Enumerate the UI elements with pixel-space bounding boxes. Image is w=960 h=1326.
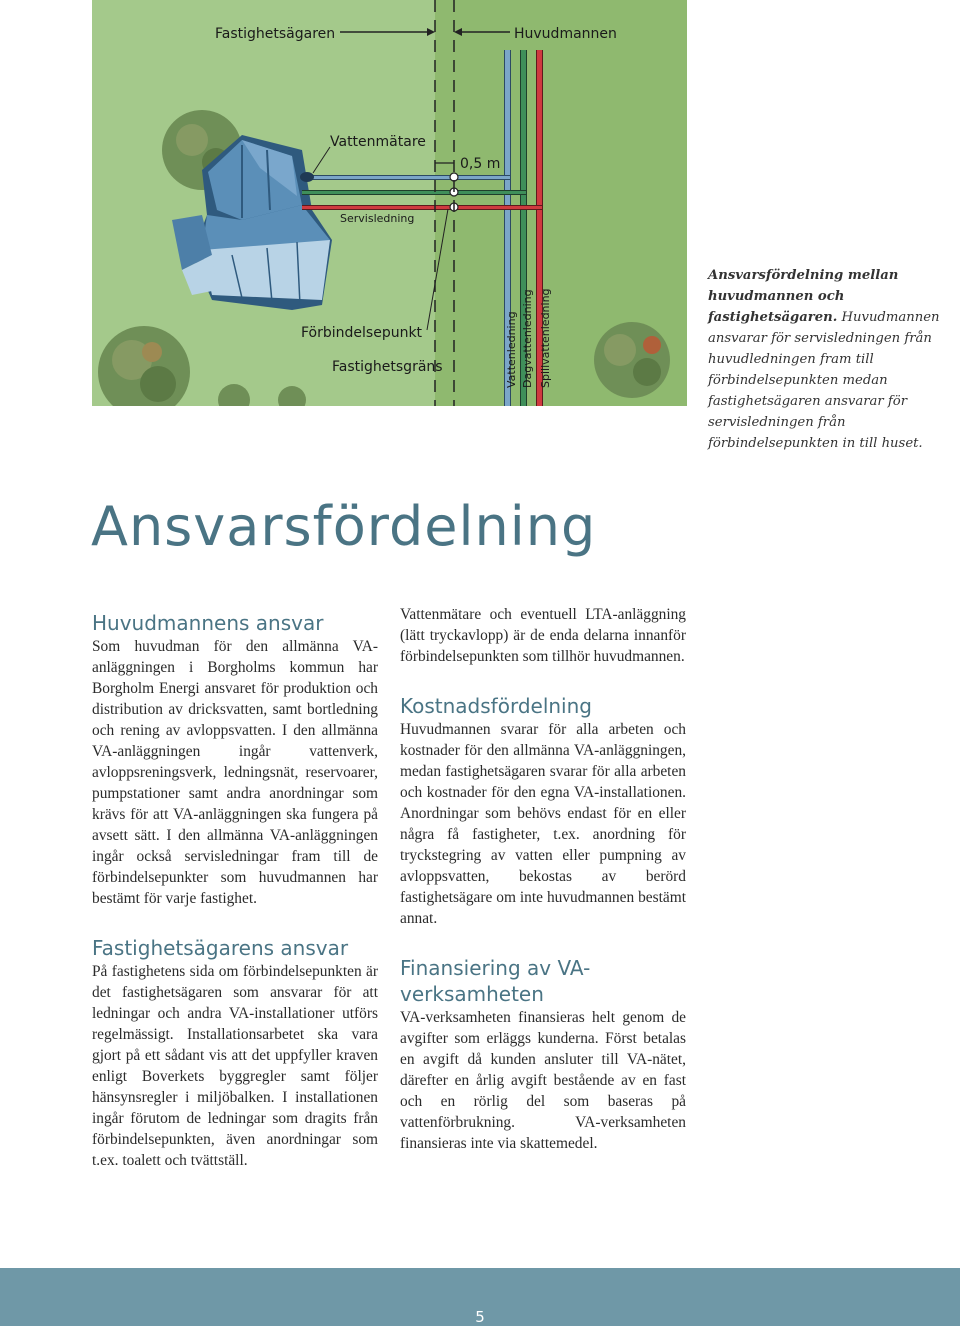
pipe-label-water: Vattenledning [505,311,518,388]
heading-owner-responsibility: Fastighetsägarens ansvar [92,936,349,960]
label-meter: Vattenmätare [330,134,426,150]
tree-right [594,322,670,398]
paragraph-principal-responsibility: Som huvudman för den allmänna VA-anläggningen i Borgholms kommun har Borgholm Energi ansvaret för produktion och distribution av dricksvatten, samt bortledning och rening av avloppsvatten. I den allmänna VA-anläggningen ingår vattenverk, avloppsreningsverk, ledningsnät, reservoarer, pumpstationer samt andra anordningar som krävs för att VA-anläggningen ska fungera på avsett sätt. I den allmänna VA-anläggningen ingår också servisledningar fram till de förbindelsepunkter som huvudmannen har bestämt för varje fastighet. [92,638,378,907]
diagram-illustration [92,0,687,406]
paragraph-owner-responsibility: På fastighetens sida om förbindelsepunkten är det fastighetsägaren som ansvarar för att ledningar och andra VA-installationer utförs regelmässigt. Installationsarbetet ska vara gjort på ett sådant vis att det uppfyller kraven enligt Boverkets byggregler samt följer hänsynsregler i miljöbalken. I installationen ingår förutom de ledningar som dragits från förbindelsepunkten, även anordningar som t.ex. toalett och tvättställ. [92,963,378,1169]
label-owner: Fastighetsägaren [215,26,336,42]
diagram-caption [708,265,940,454]
caption-body: Huvudmannen ansvarar för servisledningen från huvudledningen fram till förbindelsepunkten medan fastighetsägaren ansvarar för servisledningen från förbindelsepunkten in till huset. [708,310,940,451]
heading-principal-responsibility: Huvudmannens ansvar [92,611,324,635]
pipe-label-storm: Dagvattenledning [521,289,534,388]
caption-title: Ansvarsfördelning mellan huvudmannen och fastighetsägaren. [708,268,899,325]
pipe-label-sewage: Spillvattenledning [539,288,552,388]
label-distance: 0,5 m [460,156,501,172]
paragraph-meter-note: Vattenmätare och eventuell LTA-anläggning (lätt tryckavlopp) är de enda delarna innanför förbindelsepunkten som tillhör huvudmannen. [400,606,686,665]
heading-cost-distribution: Kostnadsfördelning [400,694,592,718]
right-column [400,604,686,1166]
label-principal: Huvudmannen [514,26,617,42]
page-number: 5 [475,1308,485,1326]
left-column [92,610,378,1183]
heading-financing: Finansiering av VA-verksamheten [400,956,591,1006]
page-title: Ansvarsfördelning [91,495,597,558]
label-connection-point: Förbindelsepunkt [301,325,423,341]
label-property-border: Fastighetsgräns [332,359,443,375]
paragraph-cost-distribution: Huvudmannen svarar för alla arbeten och kostnader för den allmänna VA-anläggningen, medan fastighetsägaren svarar för alla arbeten och kostnader för den egna VA-installationen. Anordningar som behövs endast för en eller några få fastigheter, t.ex. anordning för tryckstegring av vatten eller pumpning av avloppsvatten, bekostas av berörd fastighetsägare om inte huvudmannen bestämt annat. [400,721,686,927]
paragraph-financing: VA-verksamheten finansieras helt genom de avgifter som erläggs kunderna. Först betalas en avgift då kunden ansluter till VA-nätet, därefter en årlig avgift bestående av en fast och en rörlig del som baseras på vattenförbrukning. VA-verksamheten finansieras inte via skattemedel. [400,1009,686,1152]
responsibility-diagram [92,0,687,406]
label-service-line: Servisledning [340,212,415,225]
water-meter-icon [300,172,314,182]
